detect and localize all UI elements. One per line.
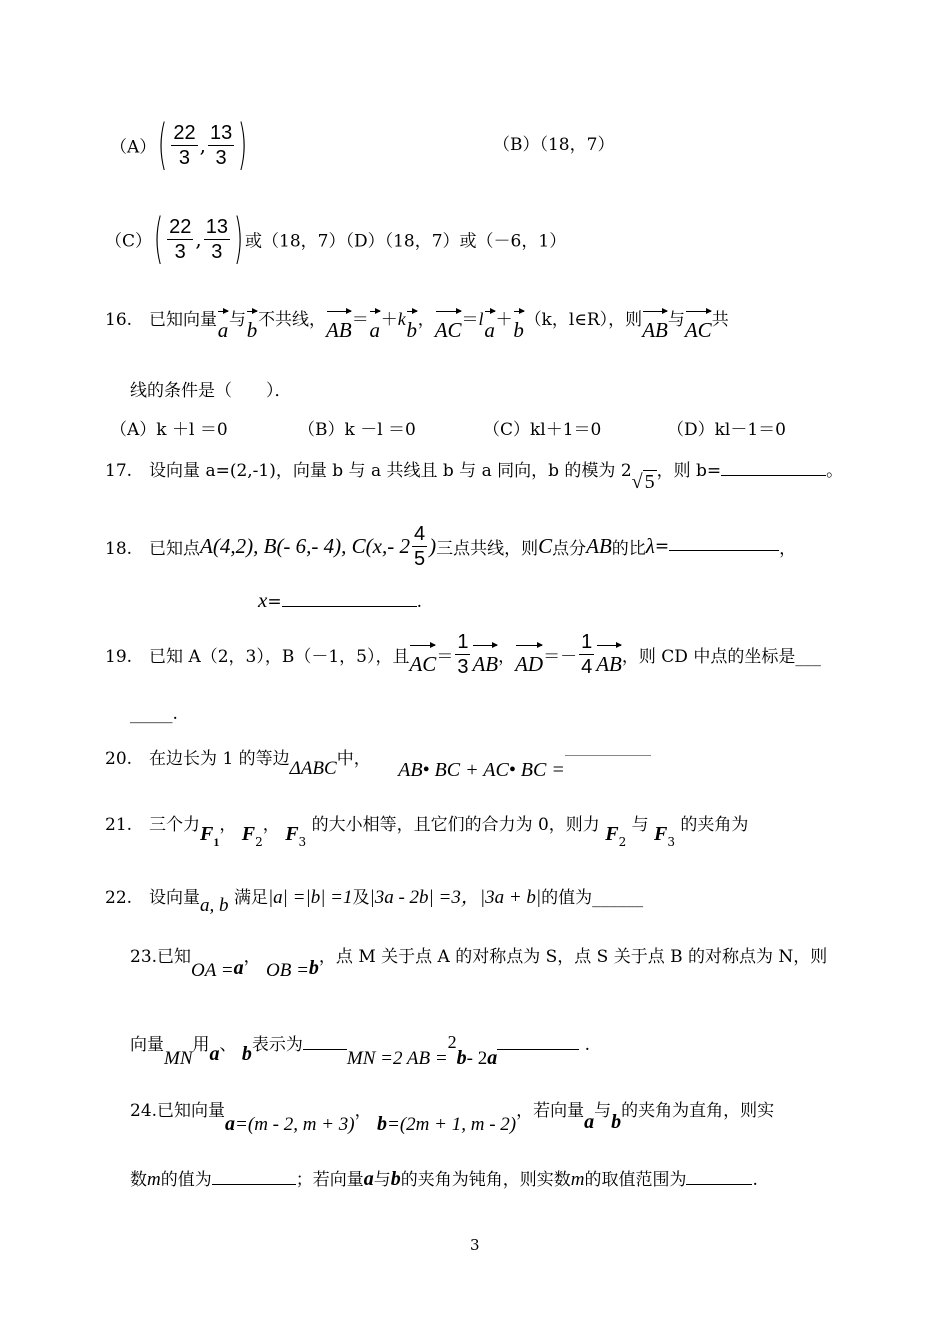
- q19-line2: _____.: [130, 704, 178, 724]
- q20-line: 20. 在边长为 1 的等边ΔABC中， AB• BC + AC• BC =: [105, 744, 651, 770]
- vector-b: b: [513, 308, 525, 343]
- sqrt-5: √ 5: [631, 471, 655, 493]
- q18-lambda-blank: [669, 550, 779, 551]
- fraction-1-4: $\frac{1}{4}$: [581, 631, 593, 678]
- vector-AC: AC: [409, 642, 436, 677]
- right-paren: ): [233, 207, 244, 270]
- vector-AC: AC: [685, 308, 712, 343]
- q24-line1: 24.已知向量a=(m - 2, m + 3)， b=(2m + 1, m - 2)，若向量a与b的夹角为直角，则实: [130, 1101, 775, 1135]
- q16-option-b: （B）k －l ＝0: [298, 420, 416, 440]
- vector-AB: AB: [472, 642, 498, 677]
- q18-line2: x= .: [258, 588, 422, 612]
- q16-option-a: （A）k ＋l ＝0: [110, 420, 228, 440]
- left-paren: (: [153, 207, 164, 270]
- left-paren: (: [158, 113, 168, 176]
- q18-points: A(4,2), B(- 6,- 4), C(x,- 2: [200, 534, 410, 558]
- q17-line: 17. 设向量 a=(2,-1)，向量 b 与 a 共线且 b 与 a 同向，b 的模为 2√ 5 ，则 b= 。: [105, 461, 844, 493]
- fraction-1-3: $\frac{1}{3}$: [457, 631, 469, 678]
- q22-line: 22. 设向量a, b 满足|a| =|b| =1及|3a - 2b| =3，|3a + b|的值为______: [105, 887, 644, 916]
- vector-AD: AD: [515, 642, 543, 677]
- vector-AB: AB: [642, 308, 668, 343]
- q23-line2: 向量MN用a、 b表示为MN =2 AB =2b- 2a .: [130, 1032, 591, 1069]
- q15-c-rest: 或（18，7）（D）（18，7）或（－6，1）: [245, 231, 567, 252]
- triangle-abc: ΔABC: [289, 758, 337, 779]
- q22-condition-2: |3a - 2b| =3，: [369, 887, 480, 908]
- right-paren: ): [238, 113, 248, 176]
- vector-a: a: [217, 308, 229, 343]
- fraction-22-3: $\frac{22}{3}$: [169, 215, 192, 263]
- fraction-22-3: $\frac{22}{3}$: [173, 121, 196, 169]
- q23-answer: MN =2 AB =: [346, 1048, 448, 1069]
- vector-b: b: [406, 308, 418, 343]
- q16-line2: 线的条件是（ ）．: [130, 381, 292, 401]
- q16-option-d: （D）kl－1＝0: [667, 420, 786, 440]
- q22-expression: |3a + b|: [479, 887, 542, 908]
- fraction-13-3: $\frac{13}{3}$: [209, 121, 233, 169]
- q15-option-c: （C）( $\frac{22}{3}$ , $\frac{13}{3}$ ) 或（18，7）（D）（18，7）或（－6，1）: [105, 207, 567, 270]
- vector-AB: AB: [326, 308, 352, 343]
- q24-line2: 数m的值为 ；若向量a与b的夹角为钝角，则实数m的取值范围为 .: [130, 1168, 758, 1190]
- q16-line1: 16. 已知向量a与b不共线，AB＝a＋kb，AC＝la＋b（k，l∈R），则AB与AC共: [105, 309, 729, 342]
- q15-option-b: （B）（18，7）: [493, 135, 615, 155]
- q17-answer-blank: [721, 475, 826, 476]
- q20-expression: AB• BC + AC• BC =: [398, 759, 565, 781]
- vector-AC: AC: [435, 308, 462, 343]
- q22-condition-1: |a| =|b| =1: [267, 887, 353, 908]
- q20-answer-blank: [565, 755, 651, 756]
- q15-option-a: （A）( $\frac{22}{3}$ , $\frac{13}{3}$ ): [110, 113, 248, 176]
- vector-a: a: [369, 308, 381, 343]
- vector-AB: AB: [596, 642, 622, 677]
- vector-a: a: [484, 308, 496, 343]
- q24-blank-1: [212, 1184, 296, 1185]
- q18-line1: 18. 已知点A(4,2), B(- 6,- 4), C(x,- 2 $\frac{4}{5}$ )三点共线，则C点分AB的比λ= ，: [105, 523, 797, 570]
- q21-line: 21. 三个力$F_1$， $F_2$， $F_3$ 的大小相等，且它们的合力为 0，则力 $F_2$ 与 $F_3$ 的夹角为: [105, 815, 749, 849]
- q24-blank-2: [686, 1184, 752, 1185]
- vector-b: b: [246, 308, 258, 343]
- q23-line1: 23.已知OA =a， OB =b，点 M 关于点 A 的对称点为 S，点 S 关于点 B 的对称点为 N，则: [130, 947, 828, 981]
- q19-line1: 19. 已知 A（2，3），B（－1，5），且AC＝ $\frac{1}{3}$ AB，AD＝－ $\frac{1}{4}$ AB，则 CD 中点的坐标是___: [105, 631, 821, 678]
- q15-a-label: （A）: [110, 137, 157, 158]
- q15-c-label: （C）: [105, 231, 153, 252]
- q16-option-c: （C）kl＋1＝0: [483, 420, 602, 440]
- fraction-13-3: $\frac{13}{3}$: [205, 215, 228, 263]
- fraction-4-5: $\frac{4}{5}$: [413, 523, 426, 570]
- page-number: 3: [470, 1236, 480, 1254]
- q18-x-blank: [282, 606, 417, 607]
